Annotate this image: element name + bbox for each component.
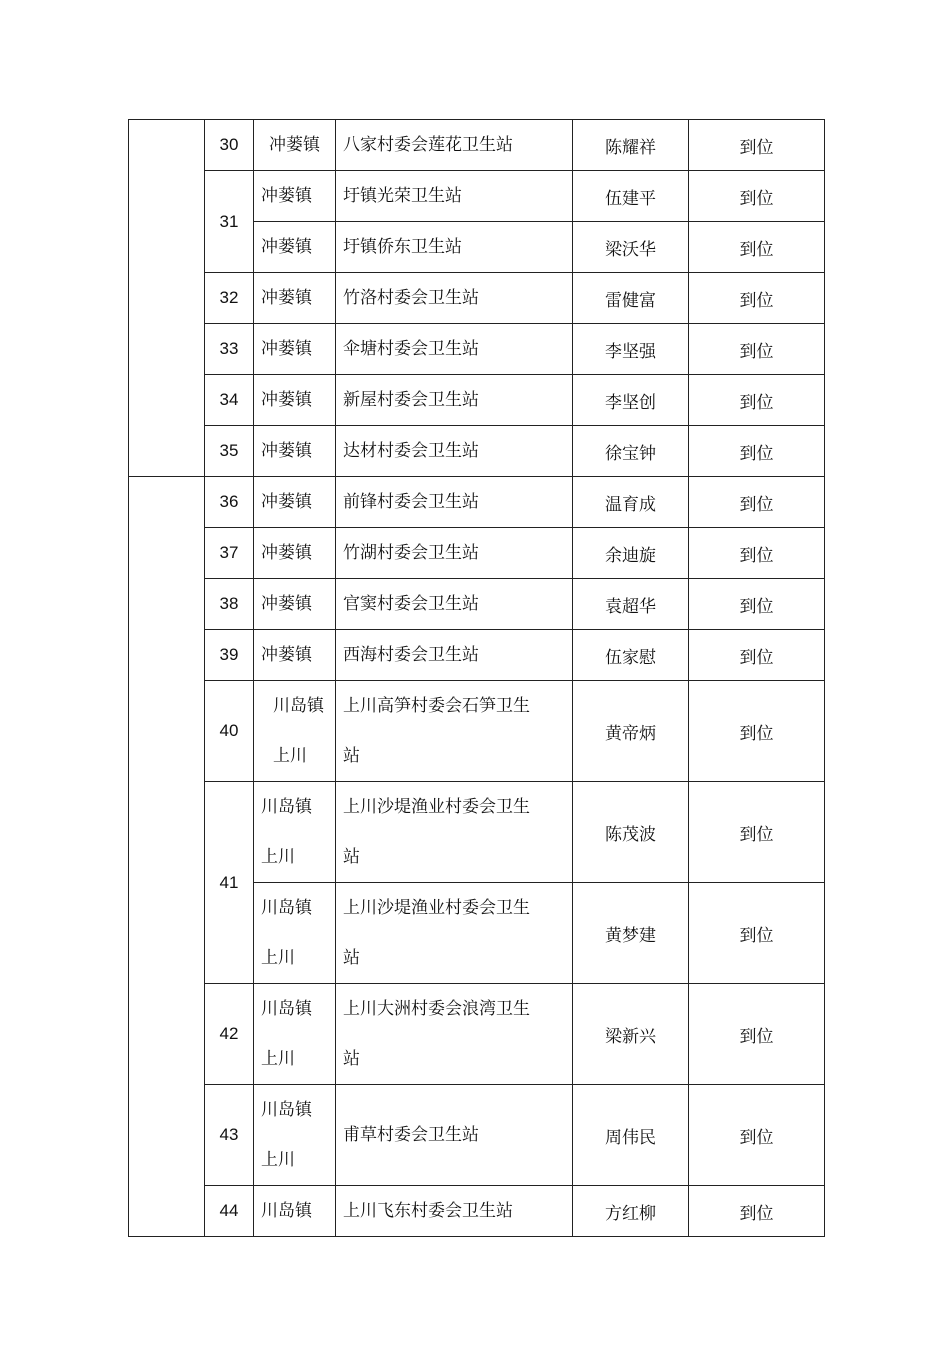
town-line-2: 上川 <box>261 1150 295 1170</box>
site-cell <box>336 782 573 883</box>
row-number: 43 <box>205 1085 254 1186</box>
table-row <box>129 1186 825 1237</box>
table-row <box>129 782 825 883</box>
site-cell: 官窦村委会卫生站 <box>336 579 573 630</box>
person-cell: 袁超华 <box>573 579 689 630</box>
row-number: 37 <box>205 528 254 579</box>
health-station-table <box>128 119 825 1237</box>
row-number: 32 <box>205 273 254 324</box>
table-row <box>129 1085 825 1186</box>
site-cell <box>336 984 573 1085</box>
town-cell: 冲蒌镇 <box>254 579 336 630</box>
person-cell: 陈茂波 <box>573 782 689 883</box>
status-cell: 到位 <box>689 579 825 630</box>
site-cell: 西海村委会卫生站 <box>336 630 573 681</box>
table-row <box>129 426 825 477</box>
town-line-1: 川岛镇 <box>261 999 312 1019</box>
table-row <box>129 630 825 681</box>
person-cell: 伍建平 <box>573 171 689 222</box>
row-number: 30 <box>205 120 254 171</box>
table-row <box>129 120 825 171</box>
status-cell: 到位 <box>689 782 825 883</box>
status-cell: 到位 <box>689 630 825 681</box>
site-cell: 竹洛村委会卫生站 <box>336 273 573 324</box>
site-cell: 新屋村委会卫生站 <box>336 375 573 426</box>
town-cell <box>254 782 336 883</box>
person-cell: 伍家慰 <box>573 630 689 681</box>
site-cell: 前锋村委会卫生站 <box>336 477 573 528</box>
person-cell: 余迪旋 <box>573 528 689 579</box>
site-cell: 伞塘村委会卫生站 <box>336 324 573 375</box>
table-row <box>129 273 825 324</box>
town-line-1: 川岛镇 <box>273 696 324 716</box>
status-cell: 到位 <box>689 324 825 375</box>
site-cell: 圩镇侨东卫生站 <box>336 222 573 273</box>
status-cell: 到位 <box>689 273 825 324</box>
town-cell: 冲蒌镇 <box>254 477 336 528</box>
status-cell: 到位 <box>689 222 825 273</box>
town-line-2: 上川 <box>261 847 295 867</box>
status-cell: 到位 <box>689 528 825 579</box>
person-cell: 梁沃华 <box>573 222 689 273</box>
group-cell <box>129 120 205 477</box>
town-cell: 冲蒌镇 <box>254 120 336 171</box>
town-line-1: 川岛镇 <box>261 797 312 817</box>
row-number: 31 <box>205 171 254 273</box>
town-cell <box>254 681 336 782</box>
town-cell: 冲蒌镇 <box>254 171 336 222</box>
row-number: 39 <box>205 630 254 681</box>
status-cell: 到位 <box>689 120 825 171</box>
person-cell: 黄帝炳 <box>573 681 689 782</box>
person-cell: 周伟民 <box>573 1085 689 1186</box>
site-line-1: 上川沙堤渔业村委会卫生 <box>343 797 530 817</box>
town-line-2: 上川 <box>273 746 307 766</box>
status-cell: 到位 <box>689 681 825 782</box>
status-cell: 到位 <box>689 171 825 222</box>
town-cell: 冲蒌镇 <box>254 426 336 477</box>
person-cell: 黄梦建 <box>573 883 689 984</box>
site-line-1: 上川大洲村委会浪湾卫生 <box>343 999 530 1019</box>
person-cell: 李坚强 <box>573 324 689 375</box>
table-row <box>129 984 825 1085</box>
table-row <box>129 579 825 630</box>
town-cell <box>254 883 336 984</box>
site-line-2: 站 <box>343 1049 360 1069</box>
person-cell: 温育成 <box>573 477 689 528</box>
table-row <box>129 375 825 426</box>
status-cell: 到位 <box>689 1186 825 1237</box>
status-cell: 到位 <box>689 883 825 984</box>
row-number: 41 <box>205 782 254 984</box>
person-cell: 陈耀祥 <box>573 120 689 171</box>
person-cell: 梁新兴 <box>573 984 689 1085</box>
row-number: 38 <box>205 579 254 630</box>
site-cell <box>336 681 573 782</box>
row-number: 36 <box>205 477 254 528</box>
town-cell: 冲蒌镇 <box>254 375 336 426</box>
group-cell <box>129 477 205 1237</box>
row-number: 42 <box>205 984 254 1085</box>
town-line-2: 上川 <box>261 948 295 968</box>
town-cell: 冲蒌镇 <box>254 324 336 375</box>
row-number: 33 <box>205 324 254 375</box>
town-line-2: 上川 <box>261 1049 295 1069</box>
table-row <box>129 477 825 528</box>
town-cell: 冲蒌镇 <box>254 222 336 273</box>
row-number: 44 <box>205 1186 254 1237</box>
site-cell: 上川飞东村委会卫生站 <box>336 1186 573 1237</box>
site-line-2: 站 <box>343 847 360 867</box>
town-cell: 川岛镇 <box>254 1186 336 1237</box>
site-cell: 达材村委会卫生站 <box>336 426 573 477</box>
town-cell <box>254 984 336 1085</box>
site-cell: 甫草村委会卫生站 <box>336 1085 573 1186</box>
site-line-2: 站 <box>343 948 360 968</box>
town-cell: 冲蒌镇 <box>254 528 336 579</box>
site-line-2: 站 <box>343 746 360 766</box>
row-number: 34 <box>205 375 254 426</box>
table-row <box>129 528 825 579</box>
person-cell: 李坚创 <box>573 375 689 426</box>
row-number: 35 <box>205 426 254 477</box>
site-cell: 八家村委会莲花卫生站 <box>336 120 573 171</box>
status-cell: 到位 <box>689 426 825 477</box>
table-row <box>129 681 825 782</box>
town-line-1: 川岛镇 <box>261 898 312 918</box>
site-line-1: 上川沙堤渔业村委会卫生 <box>343 898 530 918</box>
status-cell: 到位 <box>689 375 825 426</box>
town-cell <box>254 1085 336 1186</box>
site-cell: 圩镇光荣卫生站 <box>336 171 573 222</box>
status-cell: 到位 <box>689 1085 825 1186</box>
town-cell: 冲蒌镇 <box>254 273 336 324</box>
table-row <box>129 171 825 222</box>
person-cell: 徐宝钟 <box>573 426 689 477</box>
site-cell: 竹湖村委会卫生站 <box>336 528 573 579</box>
status-cell: 到位 <box>689 477 825 528</box>
row-number: 40 <box>205 681 254 782</box>
site-cell <box>336 883 573 984</box>
status-cell: 到位 <box>689 984 825 1085</box>
town-line-1: 川岛镇 <box>261 1100 312 1120</box>
site-line-1: 上川高笋村委会石笋卫生 <box>343 696 530 716</box>
town-cell: 冲蒌镇 <box>254 630 336 681</box>
person-cell: 雷健富 <box>573 273 689 324</box>
table-row <box>129 324 825 375</box>
person-cell: 方红柳 <box>573 1186 689 1237</box>
